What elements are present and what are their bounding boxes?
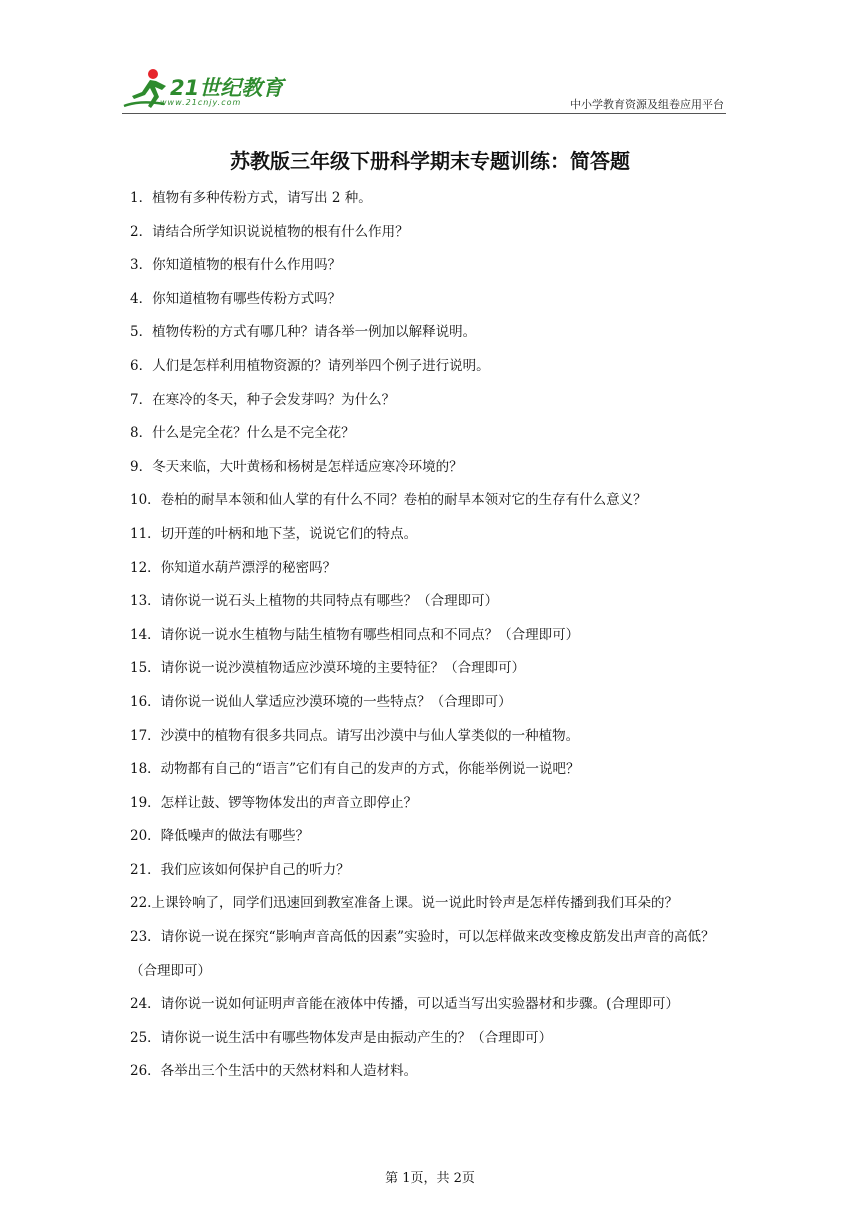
question-item: 8．什么是完全花？什么是不完全花？ — [130, 425, 355, 442]
question-item: 18．动物都有自己的“语言”它们有自己的发声的方式，你能举例说一说吧？ — [130, 761, 580, 778]
question-item: 12．你知道水葫芦漂浮的秘密吗？ — [130, 559, 337, 576]
question-item: 4．你知道植物有哪些传粉方式吗？ — [130, 290, 342, 307]
question-item: 11．切开莲的叶柄和地下茎，说说它们的特点。 — [130, 525, 418, 542]
question-item: 7．在寒冷的冬天，种子会发芽吗？为什么？ — [130, 391, 396, 408]
question-item: 22.上课铃响了，同学们迅速回到教室准备上课。说一说此时铃声是怎样传播到我们耳朵的？ — [130, 895, 678, 912]
question-item: 23．请你说一说在探究“影响声音高低的因素”实验时，可以怎样做来改变橡皮筋发出声音的高低？（合理即可） — [130, 929, 715, 979]
question-list — [130, 182, 735, 1089]
page-footer: 第 1页，共 2页 — [385, 1171, 475, 1186]
question-item: 20．降低噪声的做法有哪些？ — [130, 828, 310, 845]
logo — [120, 66, 290, 114]
question-item: 16．请你说一说仙人掌适应沙漠环境的一些特点？（合理即可） — [130, 693, 512, 710]
question-item: 24．请你说一说如何证明声音能在液体中传播，可以适当写出实验器材和步骤。(合理即可） — [130, 996, 679, 1013]
page-header — [120, 60, 726, 116]
question-item: 25．请你说一说生活中有哪些物体发声是由振动产生的？（合理即可） — [130, 1029, 553, 1046]
question-item: 2．请结合所学知识说说植物的根有什么作用？ — [130, 223, 409, 240]
question-item: 10．卷柏的耐旱本领和仙人掌的有什么不同？卷柏的耐旱本领对它的生存有什么意义？ — [130, 492, 647, 509]
page-title: 苏教版三年级下册科学期末专题训练：简答题 — [230, 149, 630, 173]
question-item: 26．各举出三个生活中的天然材料和人造材料。 — [130, 1063, 418, 1080]
logo-text: 21世纪教育 — [170, 76, 284, 100]
question-item: 19．怎样让鼓、锣等物体发出的声音立即停止？ — [130, 794, 418, 811]
question-item: 5．植物传粉的方式有哪几种？请各举一例加以解释说明。 — [130, 324, 477, 341]
question-item: 1．植物有多种传粉方式，请写出 2 种。 — [130, 190, 372, 206]
question-item: 3．你知道植物的根有什么作用吗？ — [130, 257, 342, 274]
question-item: 21．我们应该如何保护自己的听力？ — [130, 861, 350, 878]
question-item: 9．冬天来临，大叶黄杨和杨树是怎样适应寒冷环境的？ — [130, 458, 463, 475]
question-item: 17．沙漠中的植物有很多共同点。请写出沙漠中与仙人掌类似的一种植物。 — [130, 727, 580, 744]
question-item: 14．请你说一说水生植物与陆生植物有哪些相同点和不同点？（合理即可） — [130, 626, 580, 643]
header-divider — [122, 113, 726, 114]
logo-url: www.21cnjy.com — [160, 98, 242, 107]
question-item: 15．请你说一说沙漠植物适应沙漠环境的主要特征？（合理即可） — [130, 660, 526, 677]
question-item: 6．人们是怎样利用植物资源的？请列举四个例子进行说明。 — [130, 357, 490, 374]
question-item: 13．请你说一说石头上植物的共同特点有哪些？（合理即可） — [130, 593, 499, 610]
platform-label: 中小学教育资源及组卷应用平台 — [570, 98, 724, 111]
